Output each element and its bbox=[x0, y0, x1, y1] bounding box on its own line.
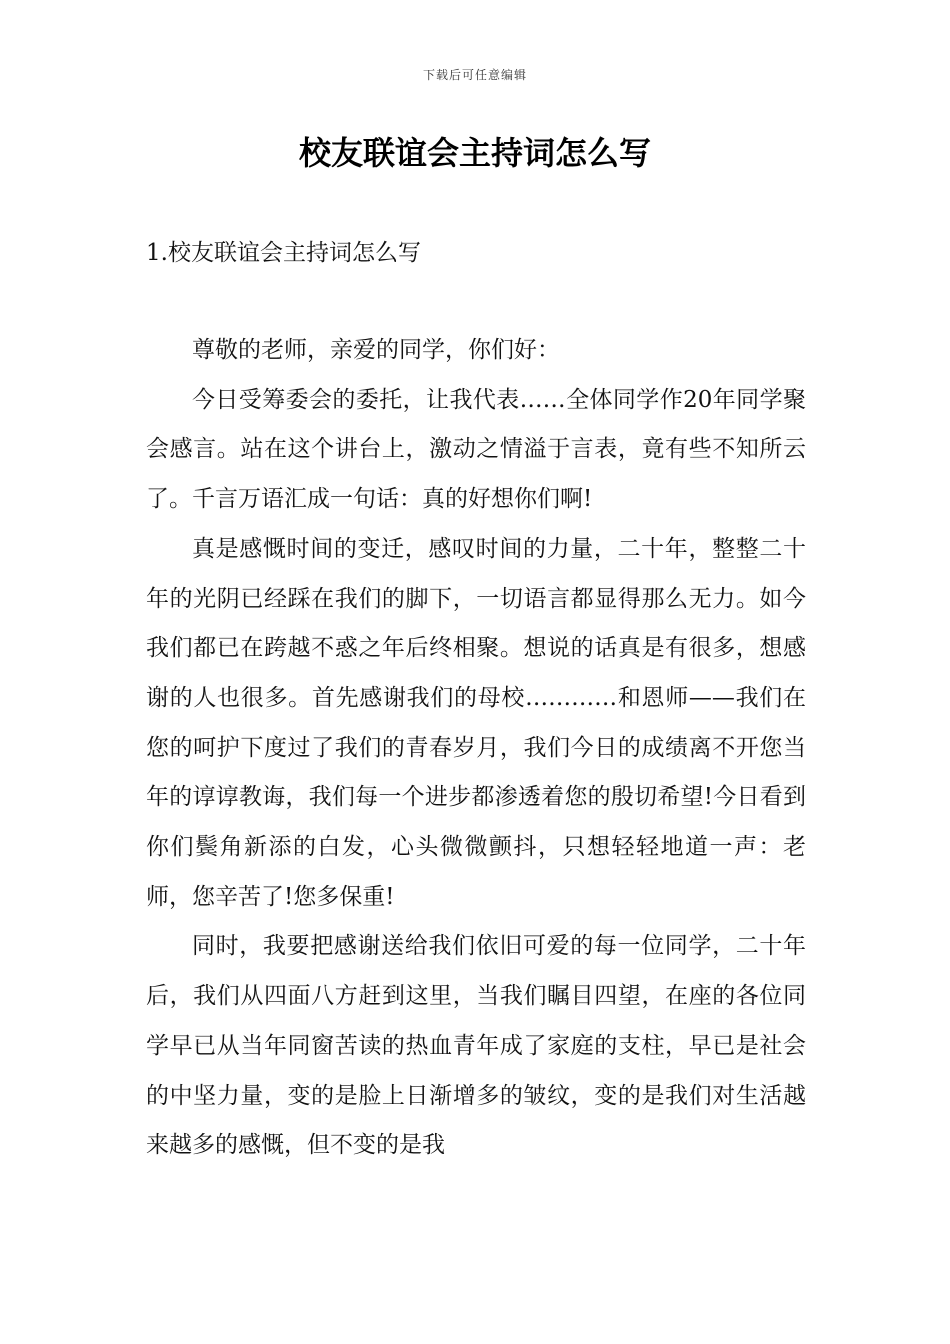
section-heading: 1.校友联谊会主持词怎么写 bbox=[146, 240, 421, 266]
paragraph-greeting: 尊敬的老师，亲爱的同学，你们好： bbox=[192, 337, 560, 363]
paragraph: 今日受筹委会的委托，让我代表……全体同学作20年同学聚会感言。站在这个讲台上，激动之情溢于言表，竟有些不知所云了。千言万语汇成一句话：真的好想你们啊! bbox=[146, 386, 806, 513]
paragraph: 真是感慨时间的变迁，感叹时间的力量，二十年，整整二十年的光阴已经踩在我们的脚下，一切语言都显得那么无力。如今我们都已在跨越不惑之年后终相聚。想说的话真是有很多，想感谢的人也很多。首先感谢我们的母校…………和恩师——我们在您的呵护下度过了我们的青春岁月，我们今日的成绩离不开您当年的谆谆教诲，我们每一个进步都渗透着您的殷切希望!今日看到你们鬓角新添的白发，心头微微颤抖，只想轻轻地道一声：老师，您辛苦了!您多保重! bbox=[146, 535, 806, 910]
paragraph: 同时，我要把感谢送给我们依旧可爱的每一位同学，二十年后，我们从四面八方赶到这里，当我们瞩目四望，在座的各位同学早已从当年同窗苦读的热血青年成了家庭的支柱，早已是社会的中坚力量，变的是脸上日渐增多的皱纹，变的是我们对生活越来越多的感慨，但不变的是我 bbox=[146, 933, 806, 1159]
document-title: 校友联谊会主持词怎么写 bbox=[298, 134, 651, 172]
body-text bbox=[146, 326, 806, 1171]
header-note: 下载后可任意编辑 bbox=[422, 68, 527, 82]
